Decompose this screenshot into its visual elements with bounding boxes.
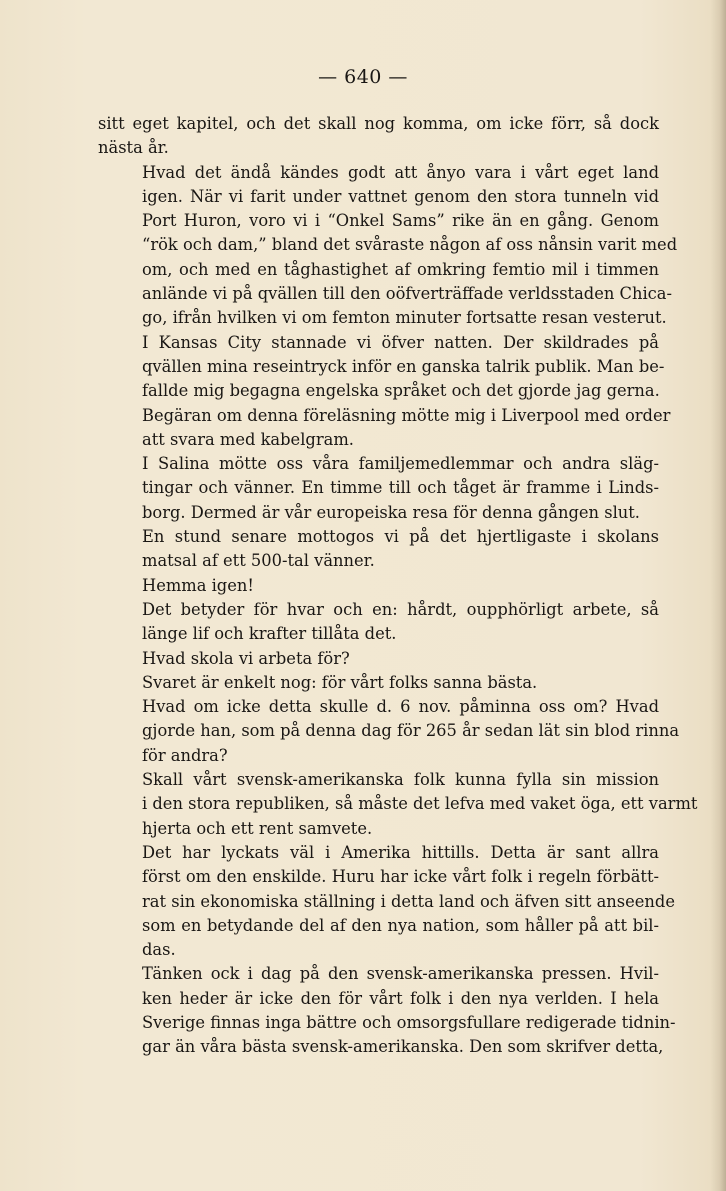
text-line: sitt eget kapitel, och det skall nog komma, om icke förr, så dock: [98, 114, 659, 133]
paragraph: [98, 598, 659, 647]
paragraph: [98, 841, 675, 962]
text-line: Begäran om denna föreläsning mötte mig i Liverpool med order: [142, 405, 671, 425]
text-line: Det har lyckats väl i Amerika hittills. Detta är sant allra: [142, 842, 659, 862]
paragraph: [98, 768, 698, 841]
text-line: Hvad skola vi arbeta för?: [142, 648, 350, 668]
text-line: igen. När vi farit under vattnet genom den stora tunneln vid: [142, 186, 659, 206]
paragraph: [98, 525, 659, 574]
text-line: för andra?: [142, 745, 228, 765]
text-line: rat sin ekonomiska ställning i detta land och äfven sitt anseende: [142, 891, 675, 911]
text-line: qvällen mina reseintryck inför en ganska talrik publik. Man be-: [142, 356, 665, 376]
body-text: [98, 112, 698, 1060]
text-line: Sverige finnas inga bättre och omsorgsfullare redigerade tidnin-: [142, 1012, 676, 1032]
paragraph: [98, 112, 659, 161]
text-line: go, ifrån hvilken vi om femton minuter fortsatte resan vesterut.: [142, 308, 667, 328]
text-line: gjorde han, som på denna dag för 265 år sedan lät sin blod rinna: [142, 721, 680, 741]
text-line: Skall vårt svensk-amerikanska folk kunna fylla sin mission: [142, 770, 659, 790]
page-number: — 640 —: [318, 66, 408, 88]
text-line: hjerta och ett rent samvete.: [142, 818, 373, 838]
paragraph: [98, 161, 678, 331]
text-line: ken heder är icke den för vårt folk i den nya verlden. I hela: [142, 988, 659, 1008]
paragraph: [98, 452, 659, 525]
text-line: Port Huron, voro vi i “Onkel Sams” rike än en gång. Genom: [142, 211, 659, 231]
paragraph: [98, 671, 659, 695]
text-line: anlände vi på qvällen till den oöfverträffade verldsstaden Chica-: [142, 284, 672, 304]
text-line: Hvad det ändå kändes godt att ånyo vara i vårt eget land: [142, 162, 659, 182]
text-line: Hemma igen!: [142, 575, 254, 595]
text-line: om, och med en tåghastighet af omkring femtio mil i timmen: [142, 259, 659, 279]
paragraph: [98, 331, 671, 452]
text-line: I Kansas City stannade vi öfver natten. Der skildrades på: [142, 332, 659, 352]
text-line: gar än våra bästa svensk-amerikanska. Den som skrifver detta,: [142, 1037, 664, 1057]
text-line: Svaret är enkelt nog: för vårt folks sanna bästa.: [142, 672, 538, 692]
text-line: nästa år.: [98, 138, 169, 158]
text-line: Tänken ock i dag på den svensk-amerikanska pressen. Hvil-: [142, 964, 659, 984]
text-line: Hvad om icke detta skulle d. 6 nov. påminna oss om? Hvad: [142, 697, 659, 717]
text-line: fallde mig begagna engelska språket och det gjorde jag gerna.: [142, 381, 660, 401]
text-line: borg. Dermed är vår europeiska resa för denna gången slut.: [142, 502, 640, 522]
text-line: i den stora republiken, så måste det lefva med vaket öga, ett varmt: [142, 794, 698, 814]
text-line: En stund senare mottogos vi på det hjertligaste i skolans: [142, 527, 659, 547]
page-edge-shadow: [710, 0, 726, 1191]
text-line: att svara med kabelgram.: [142, 429, 354, 449]
paragraph: [98, 962, 676, 1059]
text-line: I Salina mötte oss våra familjemedlemmar och andra släg-: [142, 454, 659, 474]
text-line: tingar och vänner. En timme till och tåget är framme i Linds-: [142, 478, 659, 498]
text-line: Det betyder för hvar och en: hårdt, oupphörligt arbete, så: [142, 599, 659, 619]
text-line: “rök och dam,” bland det svåraste någon af oss nånsin varit med: [142, 235, 678, 255]
paragraph: [98, 574, 659, 598]
text-line: länge lif och krafter tillåta det.: [142, 624, 397, 644]
paragraph: [98, 695, 680, 768]
paragraph: [98, 647, 659, 671]
text-line: matsal af ett 500-tal vänner.: [142, 551, 375, 571]
text-line: först om den enskilde. Huru har icke vårt folk i regeln förbätt-: [142, 867, 659, 887]
text-line: das.: [142, 940, 176, 960]
text-line: som en betydande del af den nya nation, som håller på att bil-: [142, 915, 659, 935]
